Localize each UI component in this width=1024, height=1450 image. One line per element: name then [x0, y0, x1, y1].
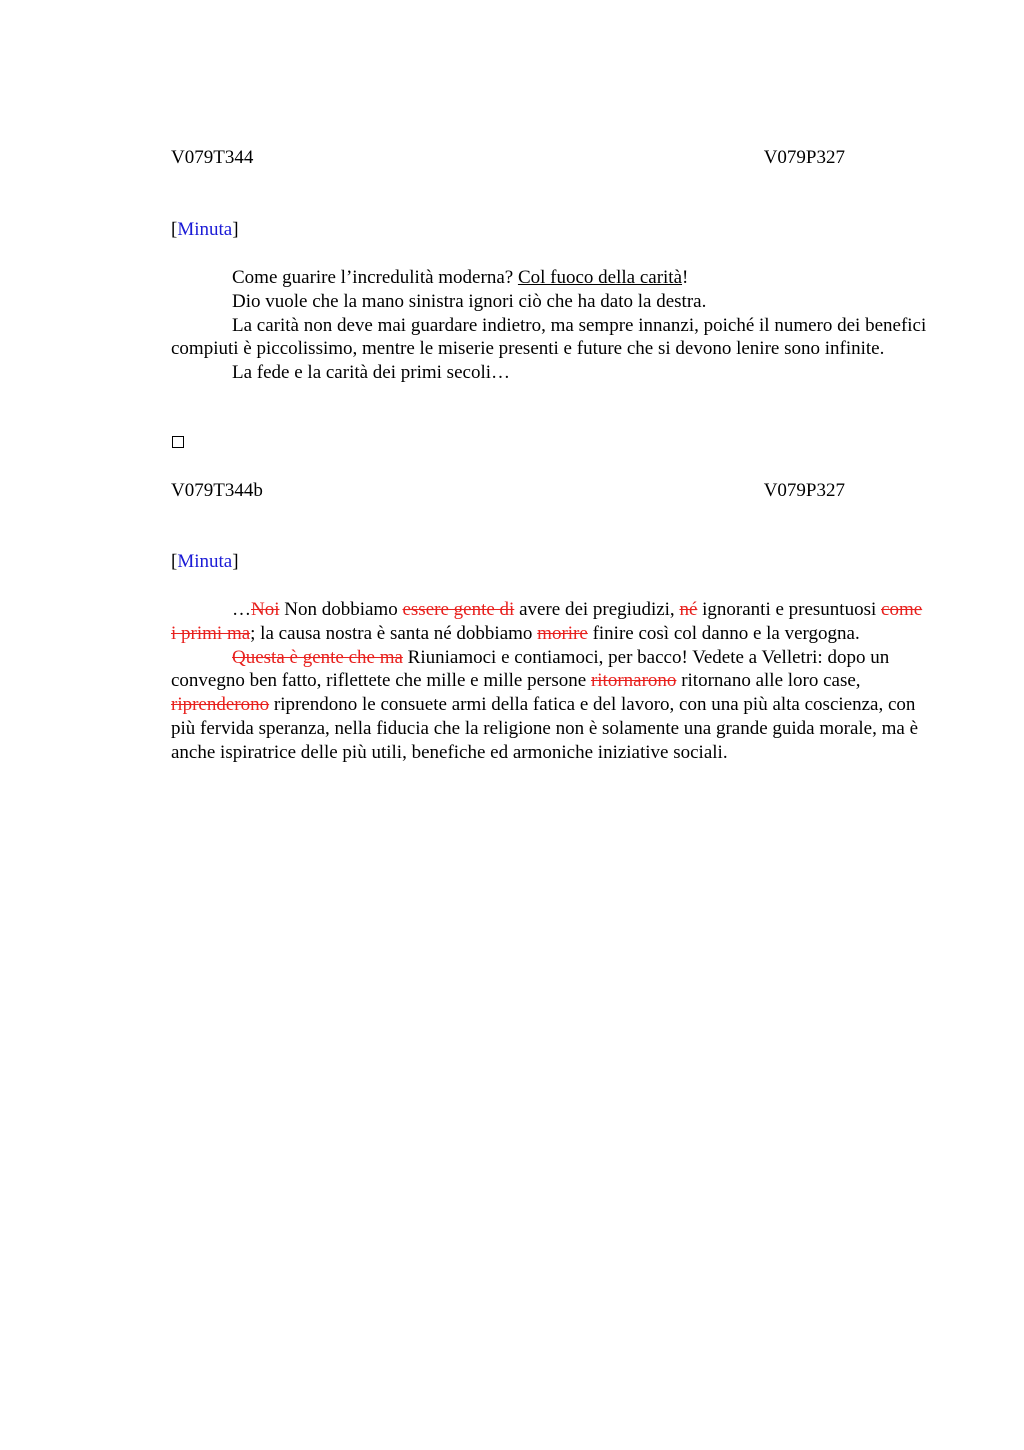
deleted-text: Questa è gente che ma [232, 646, 403, 668]
entry-1-label [171, 218, 239, 242]
deleted-text: morire [537, 622, 588, 644]
entry-1-label-open: [ [171, 219, 178, 240]
entry-1-label-word: Minuta [177, 219, 233, 240]
entry-1-paragraph-3: La carità non deve mai guardare indietro, ma sempre innanzi, poiché il numero dei benefici compiuti è piccolissimo, mentre le miserie presenti e future che si devono lenire sono infinite. [171, 314, 927, 360]
deleted-text: né [679, 599, 698, 620]
deleted-text: essere gente di [402, 599, 515, 620]
entry-1-body [171, 266, 929, 385]
deleted-text: riprenderono [171, 694, 270, 716]
deleted-text: come i primi ma [171, 599, 923, 644]
empty-square-icon [172, 436, 184, 448]
entry-1-id-left: V079T344 [171, 147, 254, 168]
entry-1-header [171, 146, 845, 170]
entry-2-id-left: V079T344b [171, 480, 263, 501]
entry-2-paragraph-1: …Noi Non dobbiamo essere gente di avere dei pregiudizi, né ignoranti e presuntuosi come i primi ma; la causa nostra è santa né dobbiamo morire finire così col danno e la vergogna. [171, 599, 923, 644]
entry-2-label-close: ] [232, 551, 239, 572]
deleted-text: ritornarono [590, 670, 677, 692]
entry-2-body [171, 598, 929, 765]
underlined-phrase: Col fuoco della carità [517, 267, 683, 288]
entry-2-id-right: V079P327 [763, 480, 845, 501]
entry-2-paragraph-2: Questa è gente che ma Riuniamoci e contiamoci, per bacco! Vedete a Velletri: dopo un convegno ben fatto, riflettete che mille e mille persone ritornarono ritornano alle loro case, riprenderono riprendono le consuete armi della fatica e del lavoro, con una più alta coscienza, con più fervida speranza, nella fiducia che la religione non è solamente una grande guida morale, ma è anche ispiratrice delle più utili, benefiche ed armoniche iniziative sociali. [171, 646, 919, 763]
entry-2-header [171, 479, 845, 503]
deleted-text: Noi [251, 599, 280, 620]
entry-2-label-open: [ [171, 551, 178, 572]
entry-1-id-right: V079P327 [763, 147, 845, 168]
entry-1-paragraph-2: Dio vuole che la mano sinistra ignori ciò che ha dato la destra. [232, 290, 707, 312]
entry-1-paragraph-4: La fede e la carità dei primi secoli… [232, 362, 511, 384]
entry-1-paragraph-1: Come guarire l’incredulità moderna? Col fuoco della carità! [232, 267, 689, 288]
entry-2-label-word: Minuta [177, 551, 233, 572]
entry-1-label-close: ] [232, 219, 239, 240]
entry-2-label [171, 550, 239, 574]
